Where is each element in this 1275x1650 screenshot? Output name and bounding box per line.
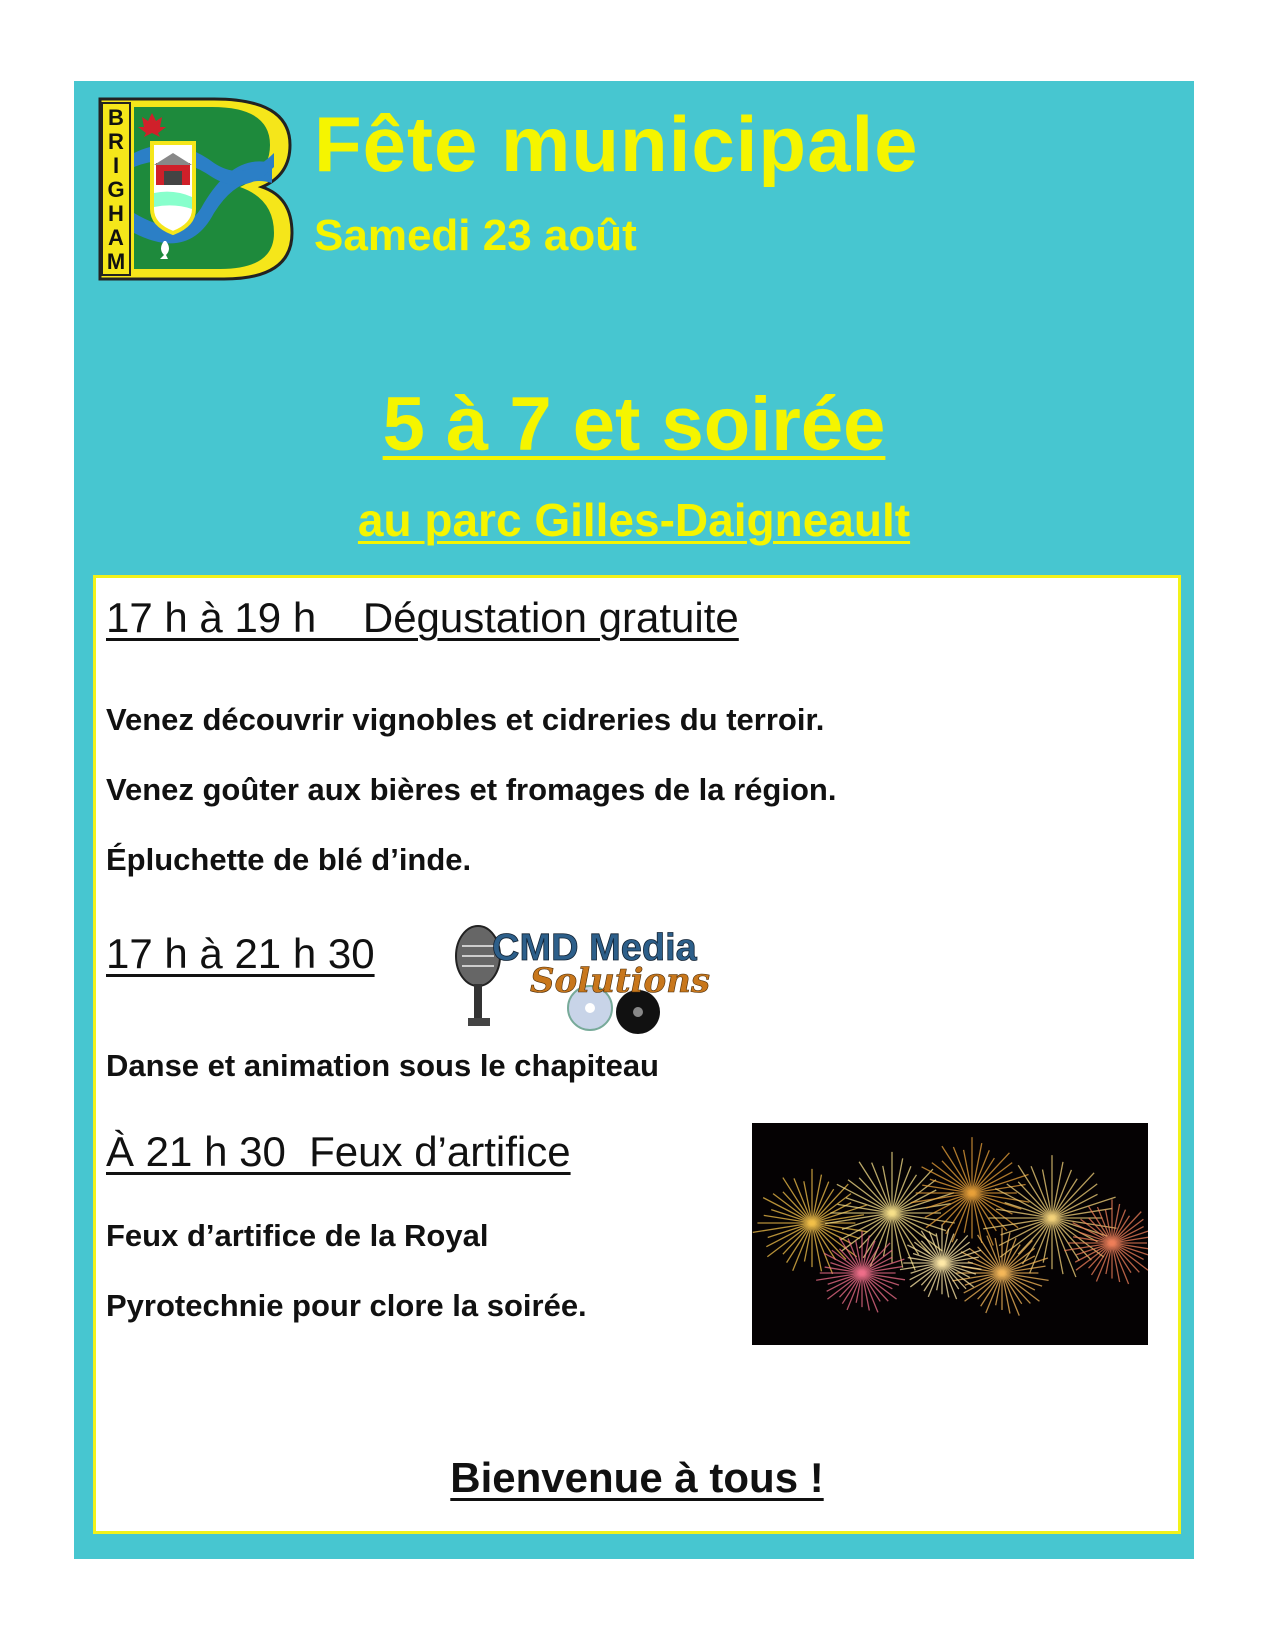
schedule-box bbox=[93, 575, 1181, 1534]
schedule-line: Danse et animation sous le chapiteau bbox=[106, 1048, 659, 1083]
schedule-line: Feux d’artifice de la Royal bbox=[106, 1218, 489, 1253]
poster-panel bbox=[74, 81, 1194, 1559]
cmd-media-logo bbox=[452, 916, 732, 1036]
schedule-heading-fireworks: À 21 h 30 Feux d’artifice bbox=[106, 1128, 571, 1175]
sponsor-tagline: Solutions bbox=[530, 961, 711, 1001]
svg-text:G: G bbox=[107, 177, 125, 202]
svg-text:H: H bbox=[108, 201, 124, 226]
schedule-heading-tasting: 17 h à 19 h Dégustation gratuite bbox=[106, 594, 739, 641]
svg-text:R: R bbox=[108, 129, 124, 154]
svg-text:M: M bbox=[106, 249, 126, 274]
svg-text:A: A bbox=[108, 225, 124, 250]
schedule-heading-dance: 17 h à 21 h 30 bbox=[106, 930, 375, 977]
fireworks-photo bbox=[752, 1123, 1148, 1345]
logo-letters bbox=[107, 105, 125, 274]
schedule-line: Pyrotechnie pour clore la soirée. bbox=[106, 1288, 587, 1323]
event-title: Fête municipale bbox=[314, 100, 919, 188]
brigham-logo bbox=[94, 93, 294, 283]
schedule-line: Épluchette de blé d’inde. bbox=[106, 842, 472, 877]
schedule-line: Venez goûter aux bières et fromages de la région. bbox=[106, 772, 837, 807]
event-headline: 5 à 7 et soirée bbox=[382, 382, 886, 467]
firework-burst bbox=[911, 1137, 1029, 1245]
firework-burst bbox=[1064, 1199, 1148, 1284]
event-venue: au parc Gilles-Daigneault bbox=[357, 494, 911, 546]
sponsor-name: CMD Media bbox=[492, 927, 697, 969]
schedule-line: Venez découvrir vignobles et cidreries du terroir. bbox=[106, 702, 825, 737]
svg-text:B: B bbox=[108, 105, 124, 130]
firework-burst bbox=[753, 1169, 868, 1274]
welcome-message: Bienvenue à tous ! bbox=[450, 1454, 824, 1501]
event-date: Samedi 23 août bbox=[314, 211, 637, 260]
svg-text:I: I bbox=[112, 153, 120, 178]
